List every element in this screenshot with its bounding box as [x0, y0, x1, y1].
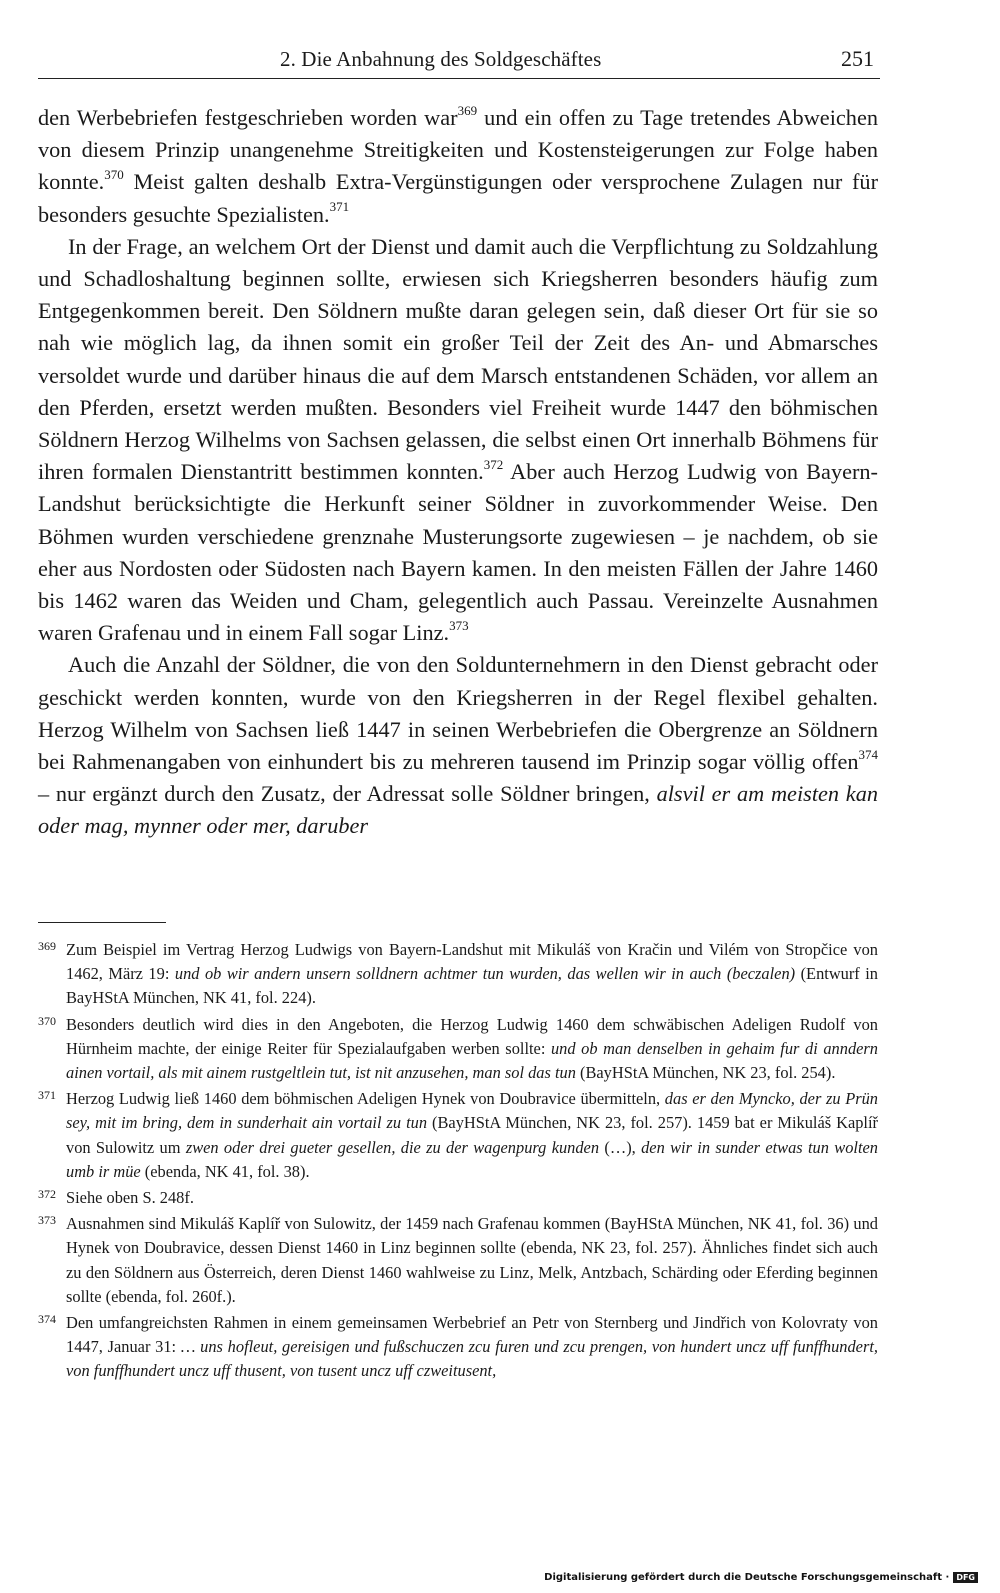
footnote-number: 369 [38, 939, 56, 953]
footnote-369 [38, 938, 878, 1011]
text-run: (BayHStA München, NK 23, fol. 257). 1459 bat er Mikuláš Kaplíř von Sulowitz um [66, 1113, 878, 1157]
text-run: und ein offen zu Tage tretendes Abweichen von diesem Prinzip unangenehme Streitigkeiten und Kostensteigerungen zur Folge haben konnte. [38, 105, 878, 195]
footnote-370 [38, 1013, 878, 1086]
main-text [38, 102, 878, 843]
quotation: das er den Myncko, der zu Prün sey, mit im bring, dem in sunderhait ain vortail zu tun [66, 1089, 878, 1133]
footnote-ref[interactable]: 372 [483, 456, 504, 472]
digitization-credit [544, 1572, 978, 1583]
footnote-371 [38, 1087, 878, 1184]
quotation: und ob man denselben in gehaim fur di anndern ainen vortail, als mit ainem rustgeltlein tut, ist nit anzusehen, man sol das tun [66, 1038, 878, 1083]
quotation: … uns hofleut, gereisigen und fußschuczen zcu furen und zcu prengen, von hundert uncz uff funffhundert, von funffhundert uncz uff thusent, von tusent uncz uff czweitusent, [66, 1337, 878, 1381]
footnote-number: 373 [38, 1213, 56, 1228]
quotation: und ob wir andern unsern solldnern achtmer tun wurden, das wellen wir in auch (beczalen) [174, 964, 796, 984]
footnote-number: 372 [38, 1187, 56, 1202]
footnote-number: 374 [38, 1312, 56, 1327]
footnote-ref[interactable]: 371 [329, 199, 350, 215]
text-run: Zum Beispiel im Vertrag Herzog Ludwigs von Bayern-Landshut mit Mikuláš von Kračin und Vilém von Stropčice von 1462, März 19: [66, 940, 878, 984]
footnote-372 [38, 1186, 878, 1210]
text-run: Meist galten deshalb Extra-Vergünstigungen oder versprochene Zulagen nur für besonders gesuchte Spezialisten. [38, 169, 878, 227]
text-run: Aber auch Herzog Ludwig von Bayern-Landshut berücksichtigte die Herkunft seiner Söldner in zuvorkommender Weise. Den Böhmen wurden verschiedene grenznahe Musterungsorte zugewiesen – je nachdem, ob sie eher aus Nordosten oder Südosten nach Bayern kamen. In den meisten Fällen der Jahre 1460 bis 1462 waren das Weiden und Cham, gelegentlich auch Passau. Vereinzelte Ausnahmen waren Grafenau und in einem Fall sogar Linz. [38, 459, 878, 646]
footnote-374 [38, 1311, 878, 1384]
text-run: Besonders deutlich wird dies in den Angeboten, die Herzog Ludwig 1460 dem schwäbischen Adeligen Rudolf von Hürnheim machte, der einige Reiter für Spezialaufgaben werben sollte: [66, 1014, 878, 1058]
text-run: – nur ergänzt durch den Zusatz, der Adressat solle Söldner bringen, [38, 781, 657, 807]
text-run: Auch die Anzahl der Söldner, die von den Soldunternehmern in den Dienst gebracht oder geschickt werden konnten, wurde von den Kriegsherren in der Regel flexibel gehalten. Herzog Wilhelm von Sachsen ließ 1447 in seinen Werbebriefen die Obergrenze an Söldnern bei Rahmenangaben von einhundert bis zu mehreren tausend im Prinzip sogar völlig offen [38, 652, 878, 775]
running-header [38, 44, 880, 79]
text-run: den Werbebriefen festgeschrieben worden war [38, 105, 458, 130]
quotation: den wir in sunder etwas tun wolten umb ir müe [66, 1137, 878, 1181]
paragraph-2 [38, 231, 878, 650]
text-run: Den umfangreichsten Rahmen in einem gemeinsamen Werbebrief an Petr von Sternberg und Jindřich von Kolovraty von 1447, Januar 31: [66, 1313, 878, 1357]
footnote-ref[interactable]: 374 [858, 746, 878, 762]
text-run: (Entwurf in BayHStA München, NK 41, fol. 224). [66, 964, 878, 1008]
running-title: 2. Die Anbahnung des Soldgeschäftes [280, 47, 602, 71]
footnote-ref[interactable]: 369 [457, 102, 478, 118]
paragraph-1 [38, 102, 878, 231]
footnote-373 [38, 1212, 878, 1309]
footnotes [38, 938, 878, 1386]
quotation: alsvil er am meisten kan oder mag, mynner oder mer, daruber [38, 781, 878, 839]
text-run: (ebenda, NK 41, fol. 38). [140, 1161, 310, 1181]
footnote-number: 370 [38, 1013, 56, 1028]
text-run: In der Frage, an welchem Ort der Dienst und damit auch die Verpflichtung zu Soldzahlung und Schadloshaltung beginnen sollte, erwiesen sich Kriegsherren besonders häufig zum Entgegenkommen bereit. Den Söldnern mußte daran gelegen sein, daß dieser Ort für sie so nah wie möglich lag, da ihnen somit ein großer Teil der Zeit des An- und Abmarsches versoldet wurde und darüber hinaus die auf dem Marsch entstandenen Schäden, vor allem an den Pferden, ersetzt werden mußten. Besonders viel Freiheit wurde 1447 den böhmischen Söldnern Herzog Wilhelms von Sachsen gelassen, die selbst einen Ort innerhalb Böhmens für ihren formalen Dienstantritt bestimmen konnten. [38, 233, 878, 485]
footnote-ref[interactable]: 370 [104, 166, 124, 182]
text-run: Herzog Ludwig ließ 1460 dem böhmischen Adeligen Hynek von Doubravice übermitteln, [66, 1089, 665, 1109]
footnote-divider [38, 922, 166, 923]
page-number: 251 [841, 46, 874, 71]
footnote-number: 371 [38, 1088, 56, 1103]
text-run: Siehe oben S. 248f. [66, 1188, 194, 1208]
quotation: zwen oder drei gueter gesellen, die zu der wagenpurg kunden [185, 1137, 600, 1157]
credit-text: Digitalisierung gefördert durch die Deutsche Forschungsgemeinschaft · [544, 1572, 950, 1583]
text-run: (BayHStA München, NK 23, fol. 254). [575, 1063, 836, 1083]
text-run: Ausnahmen sind Mikuláš Kaplíř von Sulowitz, der 1459 nach Grafenau kommen (BayHStA München, NK 41, fol. 36) und Hynek von Doubravice, dessen Dienst 1460 in Linz beginnen sollte (ebenda, NK 23, fol. 257). Ähnliches findet sich auch zu den Söldnern aus Österreich, deren Dienst 1460 wahlweise zu Linz, Melk, Antzbach, Schärding oder Eferding beginnen sollte (ebenda, fol. 260f.). [66, 1214, 878, 1306]
dfg-logo: DFG [953, 1572, 978, 1583]
paragraph-3 [38, 649, 878, 842]
footnote-ref[interactable]: 373 [449, 617, 469, 633]
text-run: (…), [599, 1137, 642, 1157]
